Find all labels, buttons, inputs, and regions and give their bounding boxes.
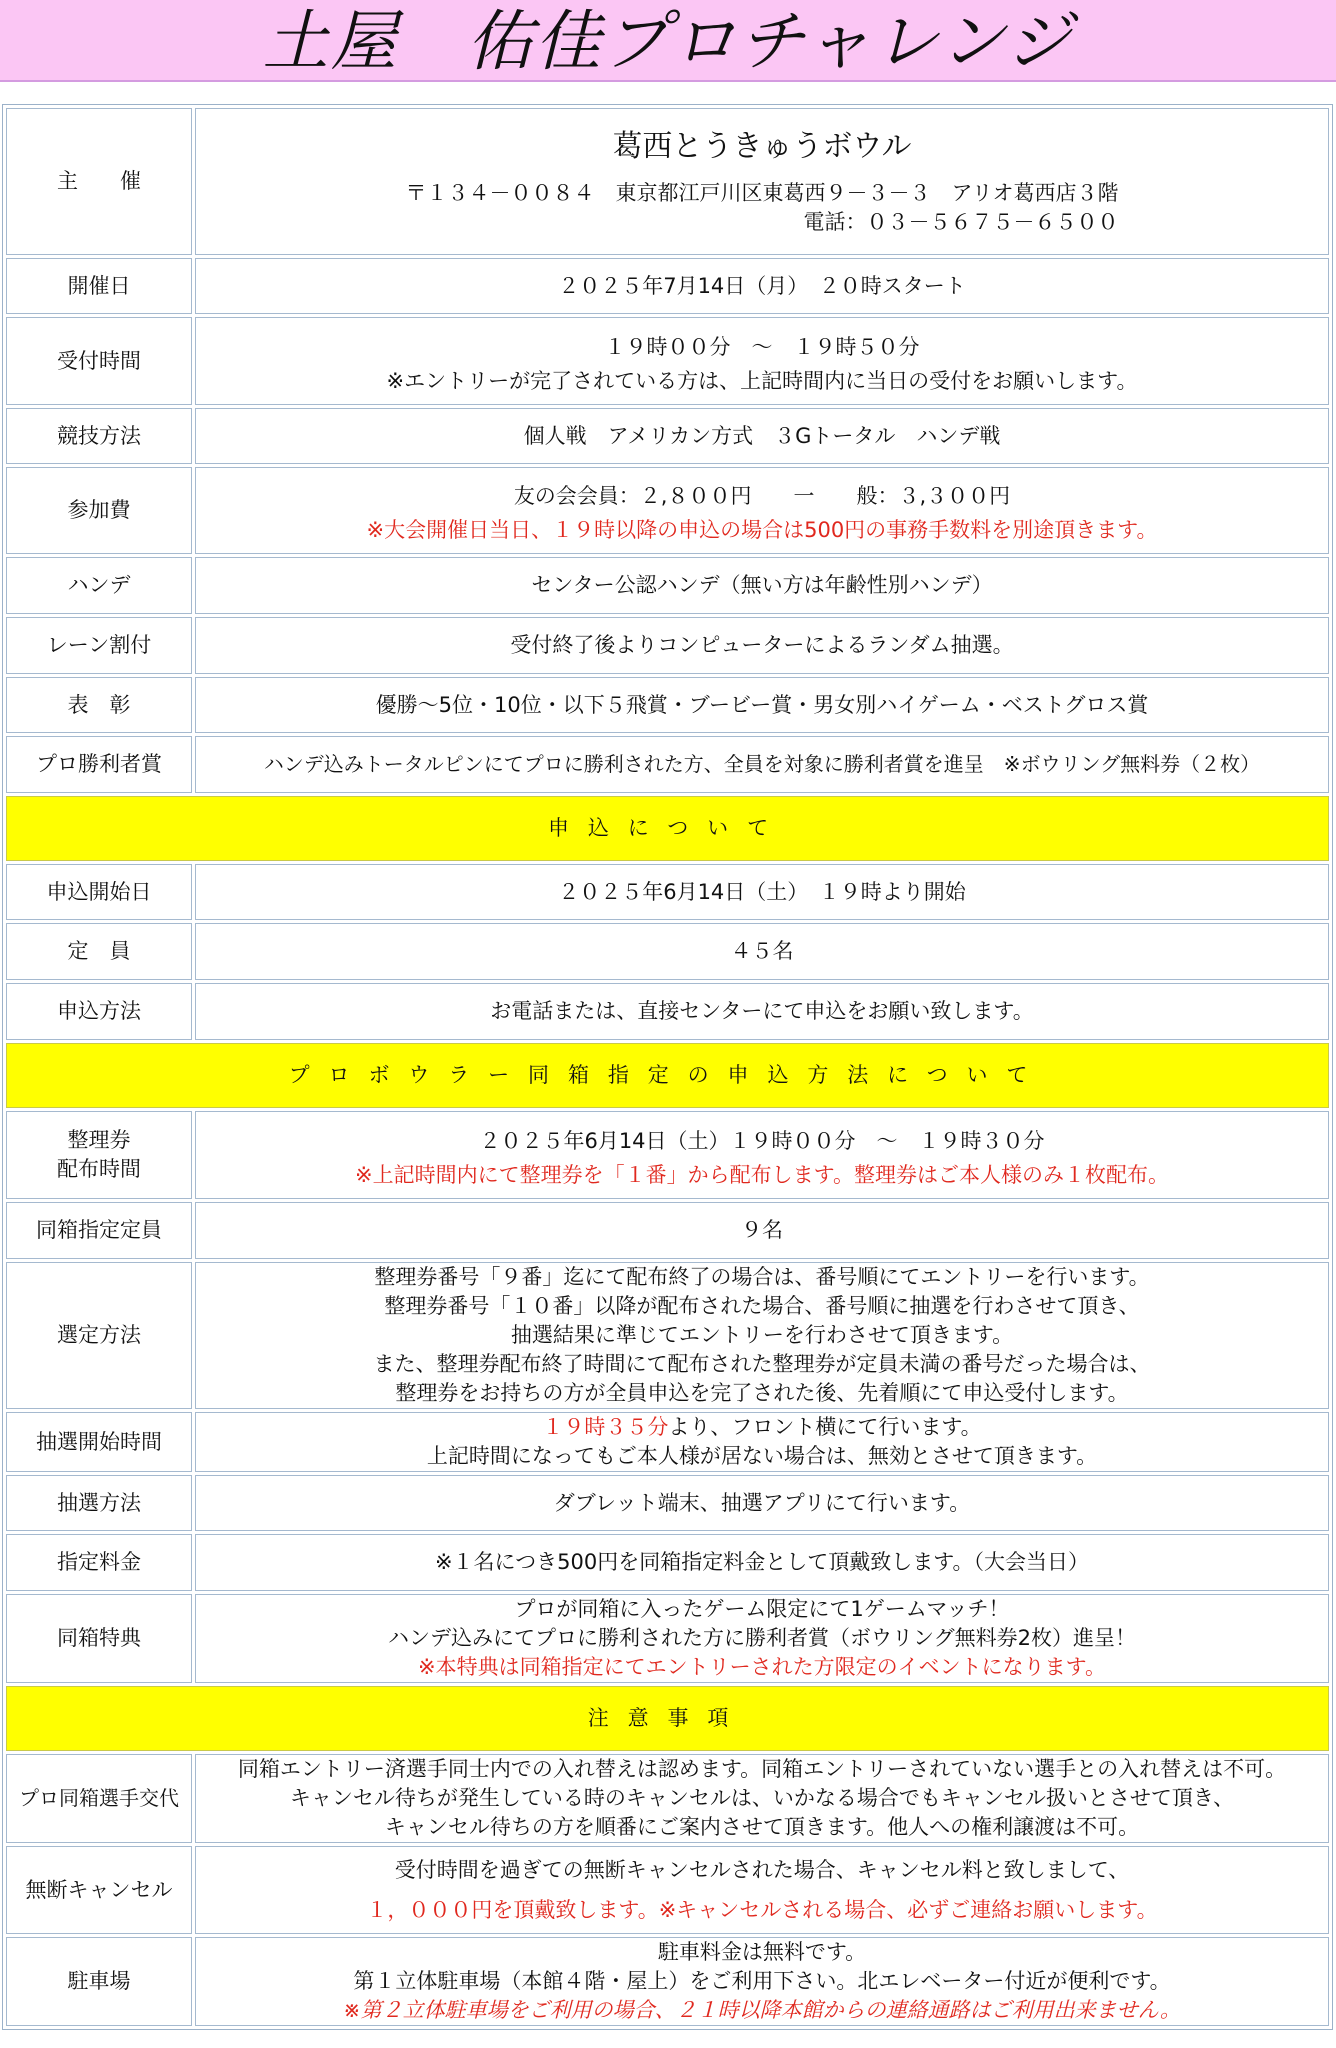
value-noshow [195, 1846, 1329, 1934]
label-noshow: 無断キャンセル [6, 1846, 192, 1934]
swap-line: キャンセル待ちの方を順番にご案内させて頂きます。他人への権利譲渡は不可。 [384, 1815, 1140, 1839]
row-same-box-capacity [6, 1202, 1329, 1259]
value-same-box-capacity: ９名 [195, 1202, 1329, 1259]
draw-time-note: 上記時間になってもご本人様が居ない場合は、無効とさせて頂きます。 [426, 1444, 1098, 1468]
value-lane: 受付終了後よりコンピューターによるランダム抽選。 [195, 617, 1329, 674]
row-parking [6, 1937, 1329, 2026]
ticket-time: ２０２５年6月14日（土）１９時００分 ～ １９時３０分 [479, 1128, 1045, 1153]
section-apply-heading: 申込について [6, 796, 1329, 861]
label-apply-capacity: 定 員 [6, 923, 192, 980]
organizer-name: 葛西とうきゅうボウル [612, 128, 912, 164]
row-host [6, 108, 1329, 255]
row-draw-time [6, 1412, 1329, 1472]
value-parking [195, 1937, 1329, 2026]
row-draw-method [6, 1475, 1329, 1531]
value-apply-start: ２０２５年6月14日（土） １９時より開始 [195, 864, 1329, 920]
section-same-box [6, 1043, 1329, 1108]
address-block [406, 179, 1119, 237]
draw-location: より、フロント横にて行います。 [668, 1415, 982, 1439]
page-title: 土屋 佑佳プロチャレンジ [262, 3, 1074, 80]
phone-text: 電話：０３－５６７５－６５００ [803, 209, 1119, 234]
label-selection: 選定方法 [6, 1262, 192, 1409]
label-fee: 参加費 [6, 467, 192, 554]
label-apply-start: 申込開始日 [6, 864, 192, 920]
value-selection [195, 1262, 1329, 1409]
row-apply-capacity [6, 923, 1329, 980]
label-host: 主 催 [6, 108, 192, 255]
selection-line: 抽選結果に準じてエントリーを行わさせて頂きます。 [510, 1323, 1014, 1347]
selection-line: また、整理券配布終了時間にて配布された整理券が定員未満の番号だった場合は、 [373, 1352, 1151, 1376]
row-lane [6, 617, 1329, 674]
label-handicap: ハンデ [6, 557, 192, 614]
section-notes-heading: 注意事項 [6, 1686, 1329, 1751]
row-bonus [6, 1594, 1329, 1683]
title-banner [0, 0, 1336, 82]
ticket-note: ※上記時間内にて整理券を「１番」から配布します。整理券はご本人様のみ１枚配布。 [355, 1162, 1169, 1187]
value-reception [195, 317, 1329, 405]
noshow-line1: 受付時間を過ぎての無断キャンセルされた場合、キャンセル料と致しまして、 [394, 1858, 1130, 1882]
row-format [6, 408, 1329, 464]
row-handicap [6, 557, 1329, 614]
value-draw-time [195, 1412, 1329, 1472]
label-lane: レーン割付 [6, 617, 192, 674]
reception-note: ※エントリーが完了されている方は、上記時間内に当日の受付をお願いします。 [386, 368, 1138, 393]
value-same-box-fee: ※１名につき500円を同箱指定料金として頂戴致します。（大会当日） [195, 1534, 1329, 1591]
label-draw-method: 抽選方法 [6, 1475, 192, 1531]
section-apply [6, 796, 1329, 861]
label-same-box-capacity: 同箱指定定員 [6, 1202, 192, 1259]
label-awards: 表 彰 [6, 677, 192, 733]
row-pro-win [6, 736, 1329, 793]
row-noshow [6, 1846, 1329, 1934]
row-same-box-fee [6, 1534, 1329, 1591]
value-awards: 優勝～5位・10位・以下５飛賞・ブービー賞・男女別ハイゲーム・ベストグロス賞 [195, 677, 1329, 733]
value-swap [195, 1754, 1329, 1843]
parking-line2: 第１立体駐車場（本館４階・屋上）をご利用下さい。北エレベーター付近が便利です。 [353, 1969, 1171, 1993]
value-bonus [195, 1594, 1329, 1683]
selection-line: 整理券番号「１０番」以降が配布された場合、番号順に抽選を行わさせて頂き、 [384, 1294, 1140, 1318]
section-same-box-heading: プロボウラー同箱指定の申込方法について [6, 1043, 1329, 1108]
parking-note: ※第２立体駐車場をご利用の場合、２１時以降本館からの連絡通路はご利用出来ません。 [343, 1998, 1181, 2022]
fee-prices: 友の会会員：２,８００円 一 般：３,３００円 [513, 484, 1011, 508]
noshow-fee-note: １，０００円を頂戴致します。※キャンセルされる場合、必ずご連絡お願いします。 [366, 1898, 1158, 1922]
label-apply-method: 申込方法 [6, 983, 192, 1040]
label-reception: 受付時間 [6, 317, 192, 405]
label-draw-time: 抽選開始時間 [6, 1412, 192, 1472]
value-ticket [195, 1111, 1329, 1199]
reception-time: １９時００分 ～ １９時５０分 [604, 334, 920, 359]
address-text: 〒１３４－００８４ 東京都江戸川区東葛西９－３－３ アリオ葛西店３階 [405, 180, 1119, 205]
value-apply-method: お電話または、直接センターにて申込をお願い致します。 [195, 983, 1329, 1040]
label-date: 開催日 [6, 258, 192, 314]
parking-line1: 駐車料金は無料です。 [657, 1940, 867, 1964]
value-handicap: センター公認ハンデ（無い方は年齢性別ハンデ） [195, 557, 1329, 614]
row-ticket [6, 1111, 1329, 1199]
row-awards [6, 677, 1329, 733]
bonus-note: ※本特典は同箱指定にてエントリーされた方限定のイベントになります。 [418, 1655, 1106, 1679]
event-info-table [2, 104, 1333, 2030]
value-apply-capacity: ４５名 [195, 923, 1329, 980]
value-pro-win: ハンデ込みトータルピンにてプロに勝利された方、全員を対象に勝利者賞を進呈 ※ボウリング無料券（２枚） [195, 736, 1329, 793]
selection-line: 整理券をお持ちの方が全員申込を完了された後、先着順にて申込受付します。 [395, 1381, 1129, 1405]
label-ticket-line2: 配布時間 [57, 1157, 141, 1181]
value-format: 個人戦 アメリカン方式 ３Gトータル ハンデ戦 [195, 408, 1329, 464]
fee-late-note: ※大会開催日当日、１９時以降の申込の場合は500円の事務手数料を別途頂きます。 [366, 518, 1158, 542]
row-apply-method [6, 983, 1329, 1040]
row-selection [6, 1262, 1329, 1409]
bonus-line1: プロが同箱に入ったゲーム限定にて1ゲームマッチ！ [514, 1597, 1010, 1621]
label-pro-win: プロ勝利者賞 [6, 736, 192, 793]
label-ticket-line1: 整理券 [67, 1128, 131, 1152]
swap-line: 同箱エントリー済選手同士内での入れ替えは認めます。同箱エントリーされていない選手との入れ替えは不可。 [237, 1757, 1287, 1781]
selection-line: 整理券番号「９番」迄にて配布終了の場合は、番号順にてエントリーを行います。 [374, 1265, 1150, 1289]
label-format: 競技方法 [6, 408, 192, 464]
row-apply-start [6, 864, 1329, 920]
label-parking: 駐車場 [6, 1937, 192, 2026]
row-swap [6, 1754, 1329, 1843]
row-fee [6, 467, 1329, 554]
label-swap: プロ同箱選手交代 [6, 1754, 192, 1843]
label-same-box-fee: 指定料金 [6, 1534, 192, 1591]
value-fee [195, 467, 1329, 554]
swap-line: キャンセル待ちが発生している時のキャンセルは、いかなる場合でもキャンセル扱いとさせて頂き、 [289, 1786, 1235, 1810]
row-reception [6, 317, 1329, 405]
row-date [6, 258, 1329, 314]
draw-time-line1 [200, 1413, 1324, 1442]
label-ticket [6, 1111, 192, 1199]
bonus-line2: ハンデ込みにてプロに勝利された方に勝利者賞（ボウリング無料券2枚）進呈！ [388, 1626, 1136, 1650]
label-bonus: 同箱特典 [6, 1594, 192, 1683]
section-notes [6, 1686, 1329, 1751]
value-draw-method: ダブレット端末、抽選アプリにて行います。 [195, 1475, 1329, 1531]
value-host [195, 108, 1329, 255]
draw-start-time: １９時３５分 [542, 1415, 669, 1439]
value-date: ２０２５年7月14日（月） ２０時スタート [195, 258, 1329, 314]
